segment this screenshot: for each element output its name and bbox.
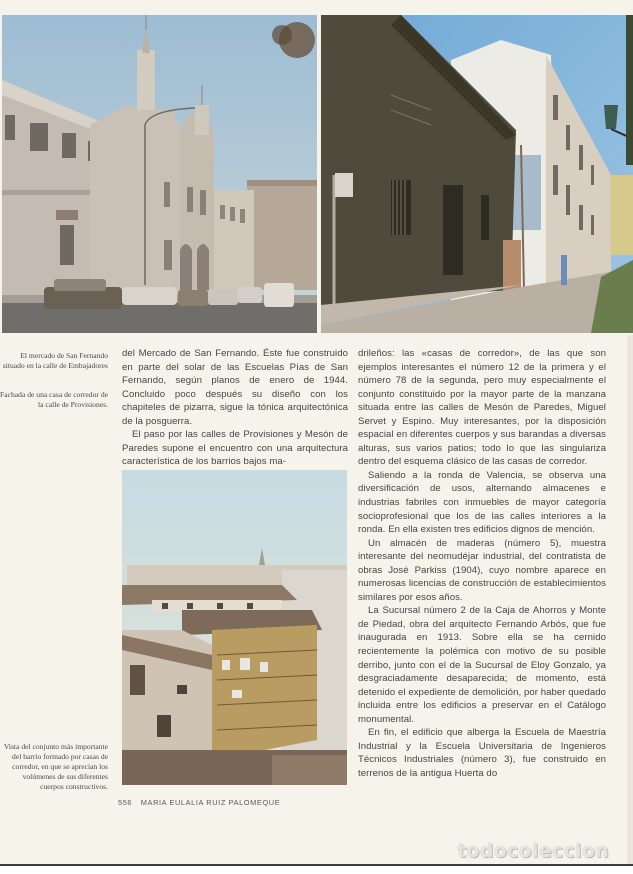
photo-vista-barrio	[122, 470, 347, 785]
market-photo-illustration	[2, 15, 317, 333]
barrio-photo-illustration	[122, 470, 347, 785]
body-column-middle	[122, 347, 348, 469]
bottom-strip	[0, 866, 633, 874]
caption-barrio: Vista del conjunto más importante del barrio formado por casas de corredor, en que se aprecian los volúmenes de sus diferentes cuerpos constructivos.	[3, 742, 108, 791]
page-number: 556	[118, 798, 133, 807]
paragraph: Un almacén de maderas (número 5), muestra interesante del neomudéjar industrial, del contratista de obras José Parkiss (1904), cuyo nombre aparece en numerosas licencias de construcción de establecimientos similares por esos años.	[358, 537, 606, 603]
photo-casa-de-corredor	[321, 15, 633, 333]
paragraph: drileños: las «casas de corredor», de las que son ejemplos interesantes el número 12 de la primera y el número 78 de la segunda, pero muy especialmente el conjunto constituido por la mayor parte de la manzana situada entre las calles de Mesón de Paredes, Miguel Servet y Espino. Muy interesantes, por la disposición espacial en diferentes cuerpos y sus barandas a diversas alturas, sus varios patios; todo lo que las singulariza dentro del esquema clásico de las casas de corredor.	[358, 348, 606, 468]
photo-mercado-san-fernando	[2, 15, 317, 333]
body-column-right	[358, 347, 606, 781]
page-edge	[627, 335, 633, 865]
paragraph: Saliendo a la ronda de Valencia, se observa una diversificación de usos, alternando almacenes e industrias fabriles con inmuebles de mayor categoría socioprofesional que los de las calles interiores a la ronda. En ella existen tres edificios dignos de mención.	[358, 469, 606, 536]
author-name: MARIA EULALIA RUIZ PALOMEQUE	[140, 798, 281, 807]
paragraph: La Sucursal número 2 de la Caja de Ahorros y Monte de Piedad, obra del arquitecto Fernando Arbós, que fue inaugurada en 1913. Sobre ella se ha cernido recientemente la polémica con motivo de su posible derribo, junto con el de la Sucursal de Eloy Gonzalo, ya desgraciadamente desaparecida; de momento, está detenido el expediente de demolición, por haber quedado incluida entre los edificios a preservar en el Catálogo monumental.	[358, 605, 606, 725]
corredor-photo-illustration	[321, 15, 633, 333]
paragraph: En fin, el edificio que alberga la Escuela de Maestría Industrial y la Escuela Universitaria de Ingenieros Técnicos Industriales (número 3), fue construido en terrenos de la antigua Huerta do	[358, 727, 606, 779]
paragraph: del Mercado de San Fernando. Éste fue construido en parte del solar de las Escuelas Pías de San Fernando, según planos de enero de 1944. Concluido poco después su diseño con los chapiteles de pizarra, sigue la tónica arquitectónica de la posguerra.	[122, 348, 348, 427]
paragraph: El paso por las calles de Provisiones y Mesón de Paredes supone el encuentro con una arquitectura característica de los barrios bajos ma-	[122, 429, 348, 468]
caption-mercado: El mercado de San Fernando situado en la calle de Embajadores	[2, 351, 108, 370]
watermark: todocoleccion	[457, 840, 610, 862]
page-footer	[118, 798, 280, 807]
caption-corredor: Fachada de una casa de corredor de la calle de Provisiones.	[0, 390, 108, 409]
